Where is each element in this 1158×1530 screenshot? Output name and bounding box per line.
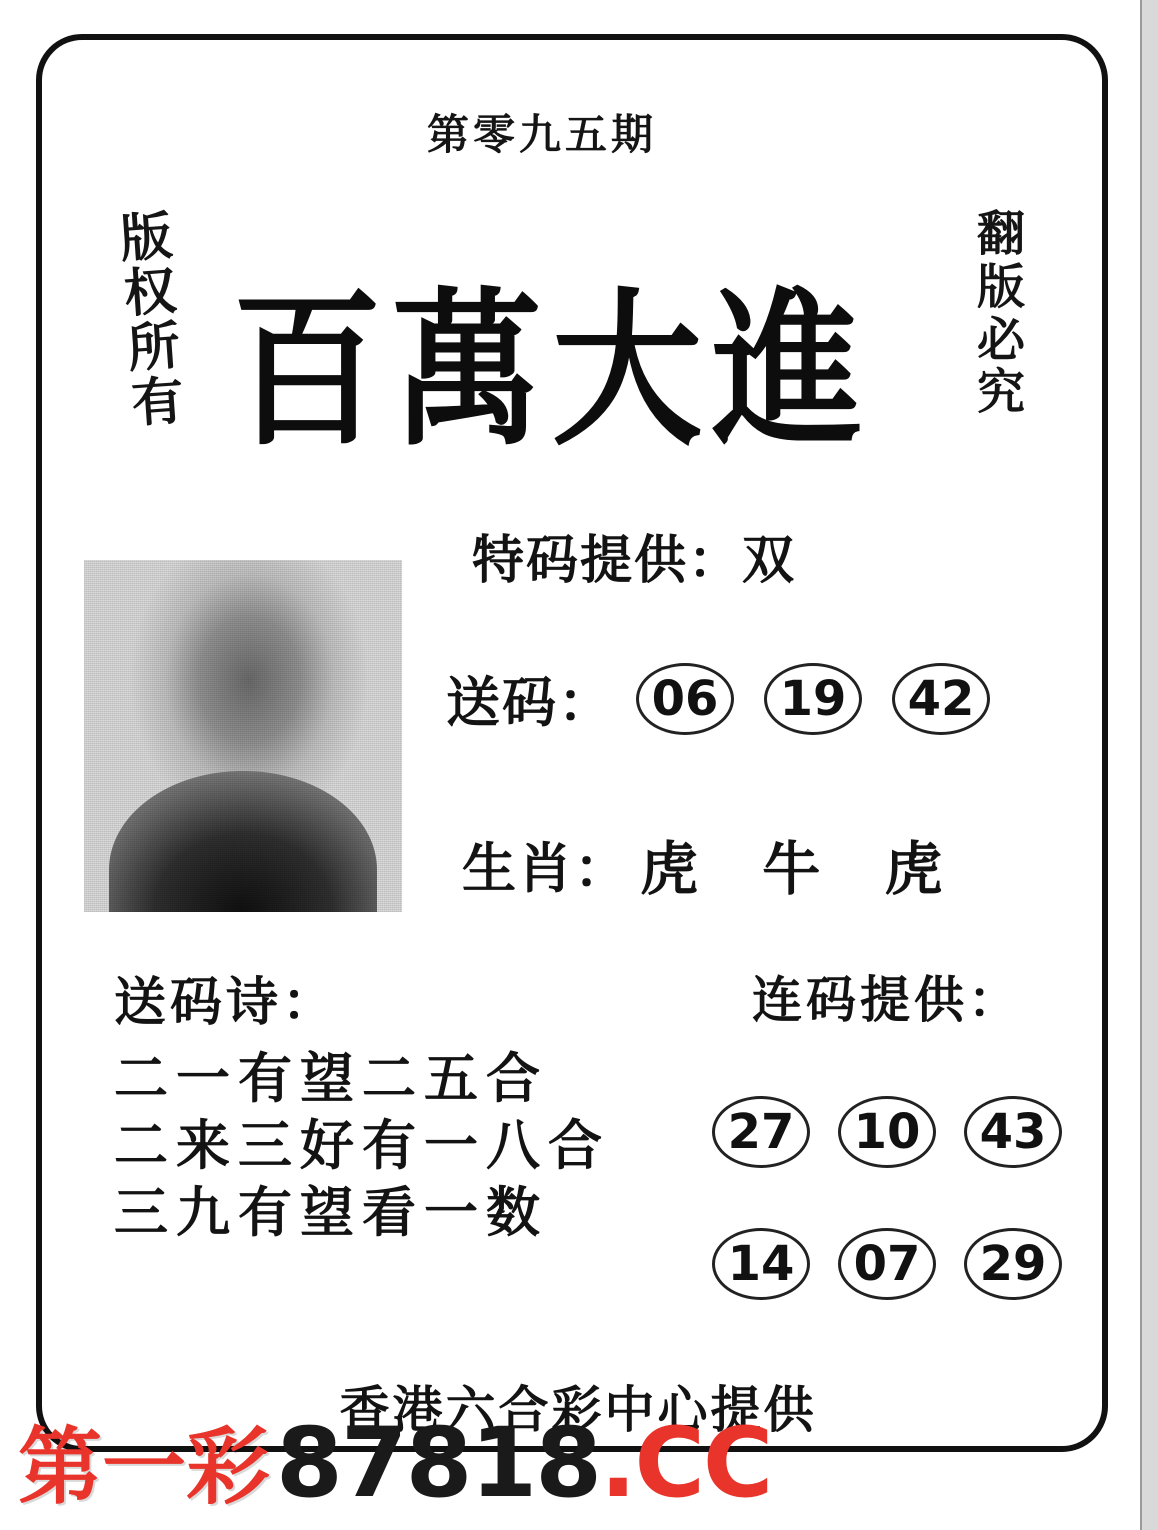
copyright-right-char-1: 翻 bbox=[976, 206, 1025, 262]
send-code-ball-2: 19 bbox=[764, 663, 862, 735]
copyright-left-char-2: 权 bbox=[121, 260, 179, 325]
copyright-right-char-2: 版 bbox=[976, 258, 1025, 315]
send-code-ball-1: 06 bbox=[636, 663, 734, 735]
copyright-left-vertical bbox=[104, 205, 199, 435]
watermark-suffix: .CC bbox=[600, 1407, 772, 1519]
lian-code-ball-4: 14 bbox=[712, 1228, 810, 1300]
watermark-brand: 第一彩 bbox=[18, 1417, 271, 1516]
copyright-right-vertical bbox=[962, 208, 1040, 419]
send-code-ball-3: 42 bbox=[892, 663, 990, 735]
zodiac-values: 虎 牛 虎 bbox=[640, 835, 965, 903]
lian-code-ball-3: 43 bbox=[964, 1096, 1062, 1168]
portrait-photo bbox=[84, 560, 402, 912]
watermark-number: 87818 bbox=[276, 1407, 600, 1519]
copyright-right-char-3: 必 bbox=[976, 311, 1025, 368]
portrait-shoulders bbox=[109, 771, 376, 912]
poem-line-1: 二一有望二五合 bbox=[114, 1046, 548, 1110]
watermark bbox=[18, 1400, 771, 1521]
lian-code-ball-1: 27 bbox=[712, 1096, 810, 1168]
poem-line-2: 二来三好有一八合 bbox=[114, 1112, 610, 1177]
poem-title: 送码诗： bbox=[114, 972, 339, 1033]
lian-code-ball-6: 29 bbox=[964, 1228, 1062, 1300]
send-code-label: 送码： bbox=[446, 670, 614, 734]
send-code-row bbox=[446, 660, 998, 737]
lian-code-row-1 bbox=[692, 1096, 1082, 1168]
lian-code-ball-5: 07 bbox=[838, 1228, 936, 1300]
lian-code-block bbox=[692, 960, 1082, 1300]
lottery-poster bbox=[36, 34, 1108, 1452]
issue-number: 第零九五期 bbox=[426, 110, 657, 159]
copyright-right-char-4: 究 bbox=[976, 364, 1025, 421]
copyright-left-char-3: 所 bbox=[125, 315, 182, 380]
poem-line-3: 三九有望看一数 bbox=[114, 1179, 548, 1244]
lian-code-title: 连码提供： bbox=[752, 970, 1022, 1029]
lian-code-ball-2: 10 bbox=[838, 1096, 936, 1168]
copyright-left-char-1: 版 bbox=[118, 205, 175, 270]
scan-edge-strip bbox=[1140, 0, 1158, 1530]
copyright-left-char-4: 有 bbox=[129, 370, 186, 435]
lian-code-row-2 bbox=[692, 1228, 1082, 1300]
footer-provider: 香港六合彩中心提供 bbox=[339, 1380, 817, 1439]
poem-block bbox=[114, 960, 610, 1246]
special-code-supply: 特码提供：双 bbox=[472, 530, 797, 591]
zodiac-row bbox=[462, 822, 964, 906]
zodiac-label: 生肖： bbox=[462, 835, 630, 900]
poster-title: 百萬大進 bbox=[231, 272, 872, 470]
